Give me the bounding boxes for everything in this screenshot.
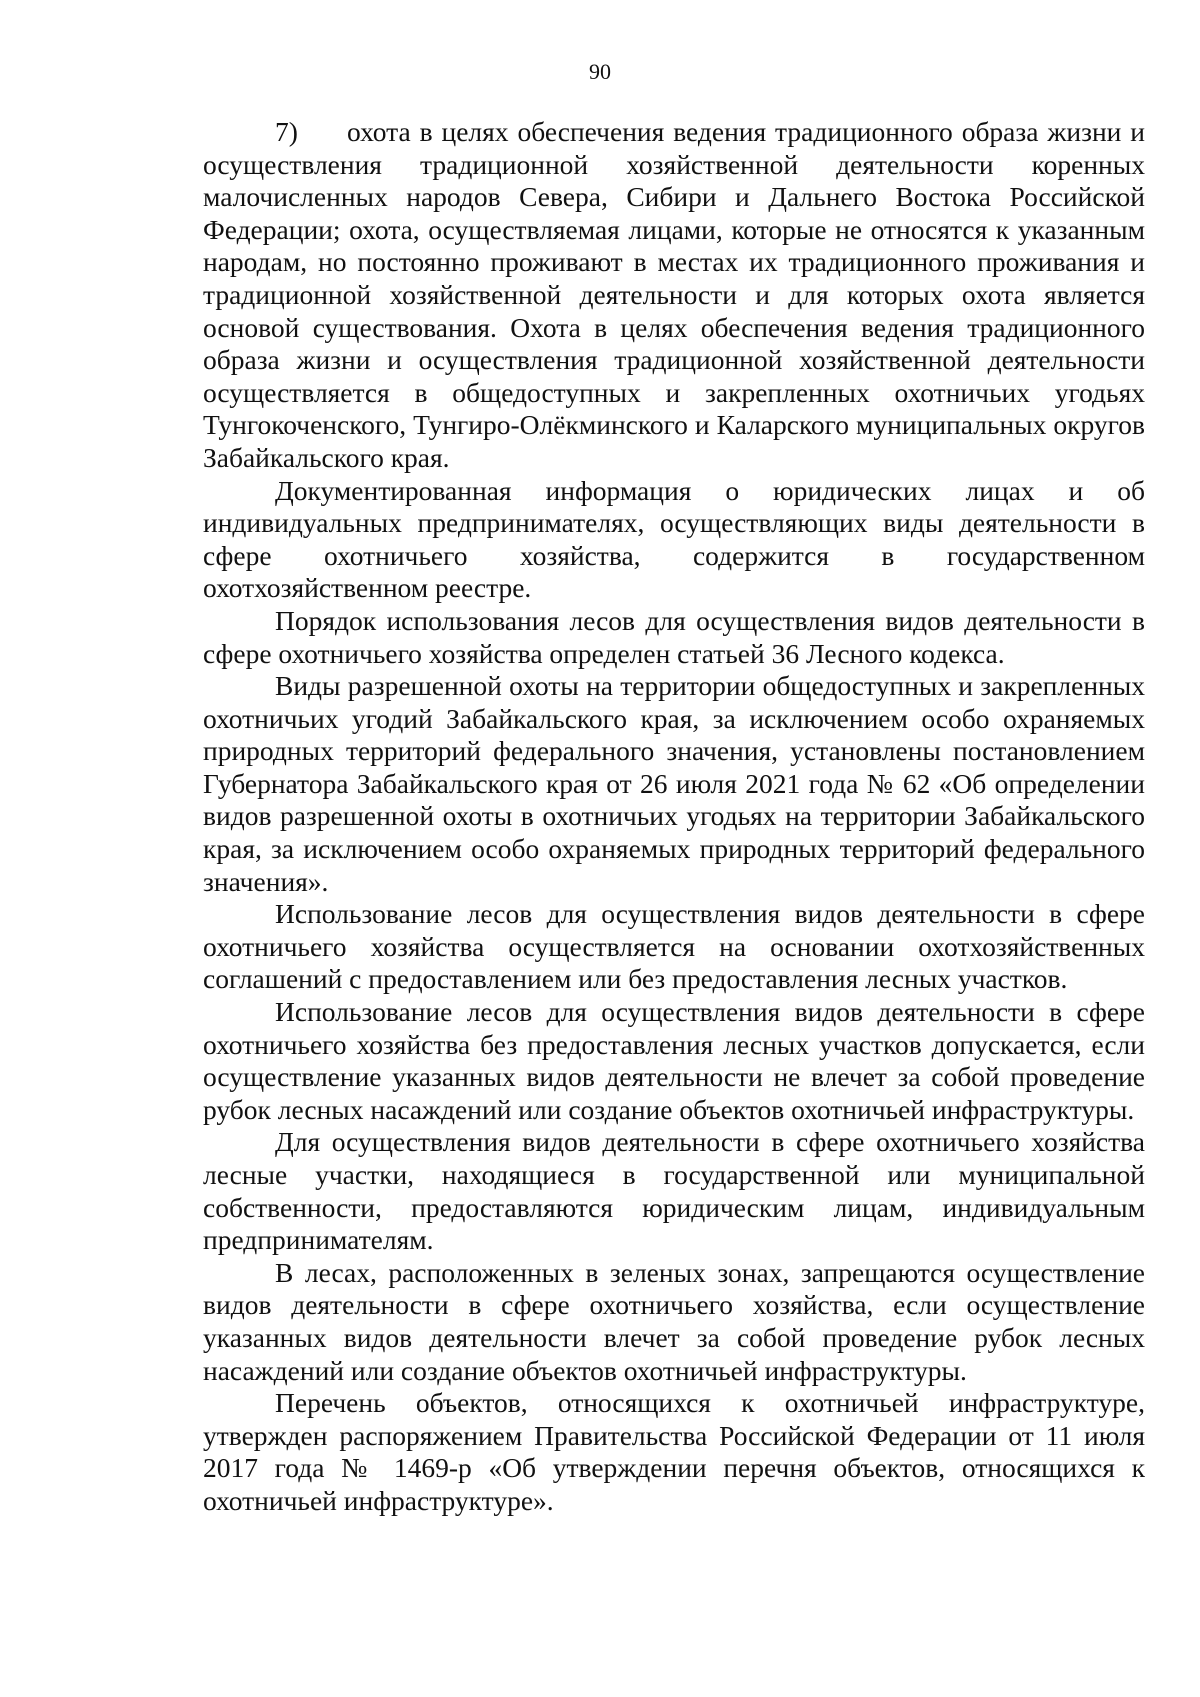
page-number: 90 [589, 59, 611, 84]
paragraph-hunting-types: Виды разрешенной охоты на территории общедоступных и закрепленных охотничьих угодий Забайкальского края, за исключением особо охраняемых природных территорий федерального значения, установлены постановлением Губернатора Забайкальского края от 26 июля 2021 года № 62 «Об определении видов разрешенной охоты в охотничьих угодьях на территории Забайкальского края, за исключением особо охраняемых природных территорий федерального значения». [203, 670, 1145, 897]
paragraph-registry: Документированная информация о юридических лицах и об индивидуальных предпринимателях, осуществляющих виды деятельности в сфере охотничьего хозяйства, содержится в государственном охотхозяйственном реестре. [203, 474, 1145, 604]
paragraph-hunting-agreements: Использование лесов для осуществления видов деятельности в сфере охотничьего хозяйства осуществляется на основании охотхозяйственных соглашений с предоставлением или без предоставления лесных участков. [203, 898, 1145, 995]
paragraph-plots-provision: Для осуществления видов деятельности в сфере охотничьего хозяйства лесные участки, находящиеся в государственной или муниципальной собственности, предоставляются юридическим лицам, индивидуальным предпринимателям. [203, 1126, 1145, 1256]
paragraph-green-zones: В лесах, расположенных в зеленых зонах, запрещаются осуществление видов деятельности в сфере охотничьего хозяйства, если осуществление указанных видов деятельности влечет за собой проведение рубок лесных насаждений или создание объектов охотничьей инфраструктуры. [203, 1256, 1145, 1386]
paragraph-use-without-plots: Использование лесов для осуществления видов деятельности в сфере охотничьего хозяйства без предоставления лесных участков допускается, если осуществление указанных видов деятельности не влечет за собой проведение рубок лесных насаждений или создание объектов охотничьей инфраструктуры. [203, 996, 1145, 1125]
list-item-7 [203, 116, 1145, 475]
document-body [203, 116, 1145, 1518]
list-item-number: 7) [275, 116, 298, 147]
paragraph-forest-use-order: Порядок использования лесов для осуществления видов деятельности в сфере охотничьего хозяйства определен статьей 36 Лесного кодекса. [203, 604, 1145, 669]
list-item-text: охота в целях обеспечения ведения традиционного образа жизни и осуществления традиционной хозяйственной деятельности коренных малочисленных народов Севера, Сибири и Дальнего Востока Российской Федерации; охота, осуществляемая лицами, которые не относятся к указанным народам, но постоянно проживают в местах их традиционного проживания и традиционной хозяйственной деятельности и для которых охота является основой существования. Охота в целях обеспечения ведения традиционного образа жизни и осуществления традиционной хозяйственной деятельности осуществляется в общедоступных и закрепленных охотничьих угодьях Тунгокоченского, Тунгиро-Олёкминского и Каларского муниципальных округов Забайкальского края. [203, 116, 1145, 473]
paragraph-infrastructure-list: Перечень объектов, относящихся к охотничьей инфраструктуре, утвержден распоряжением Правительства Российской Федерации от 11 июля 2017 года № 1469-р «Об утверждении перечня объектов, относящихся к охотничьей инфраструктуре». [203, 1387, 1145, 1516]
